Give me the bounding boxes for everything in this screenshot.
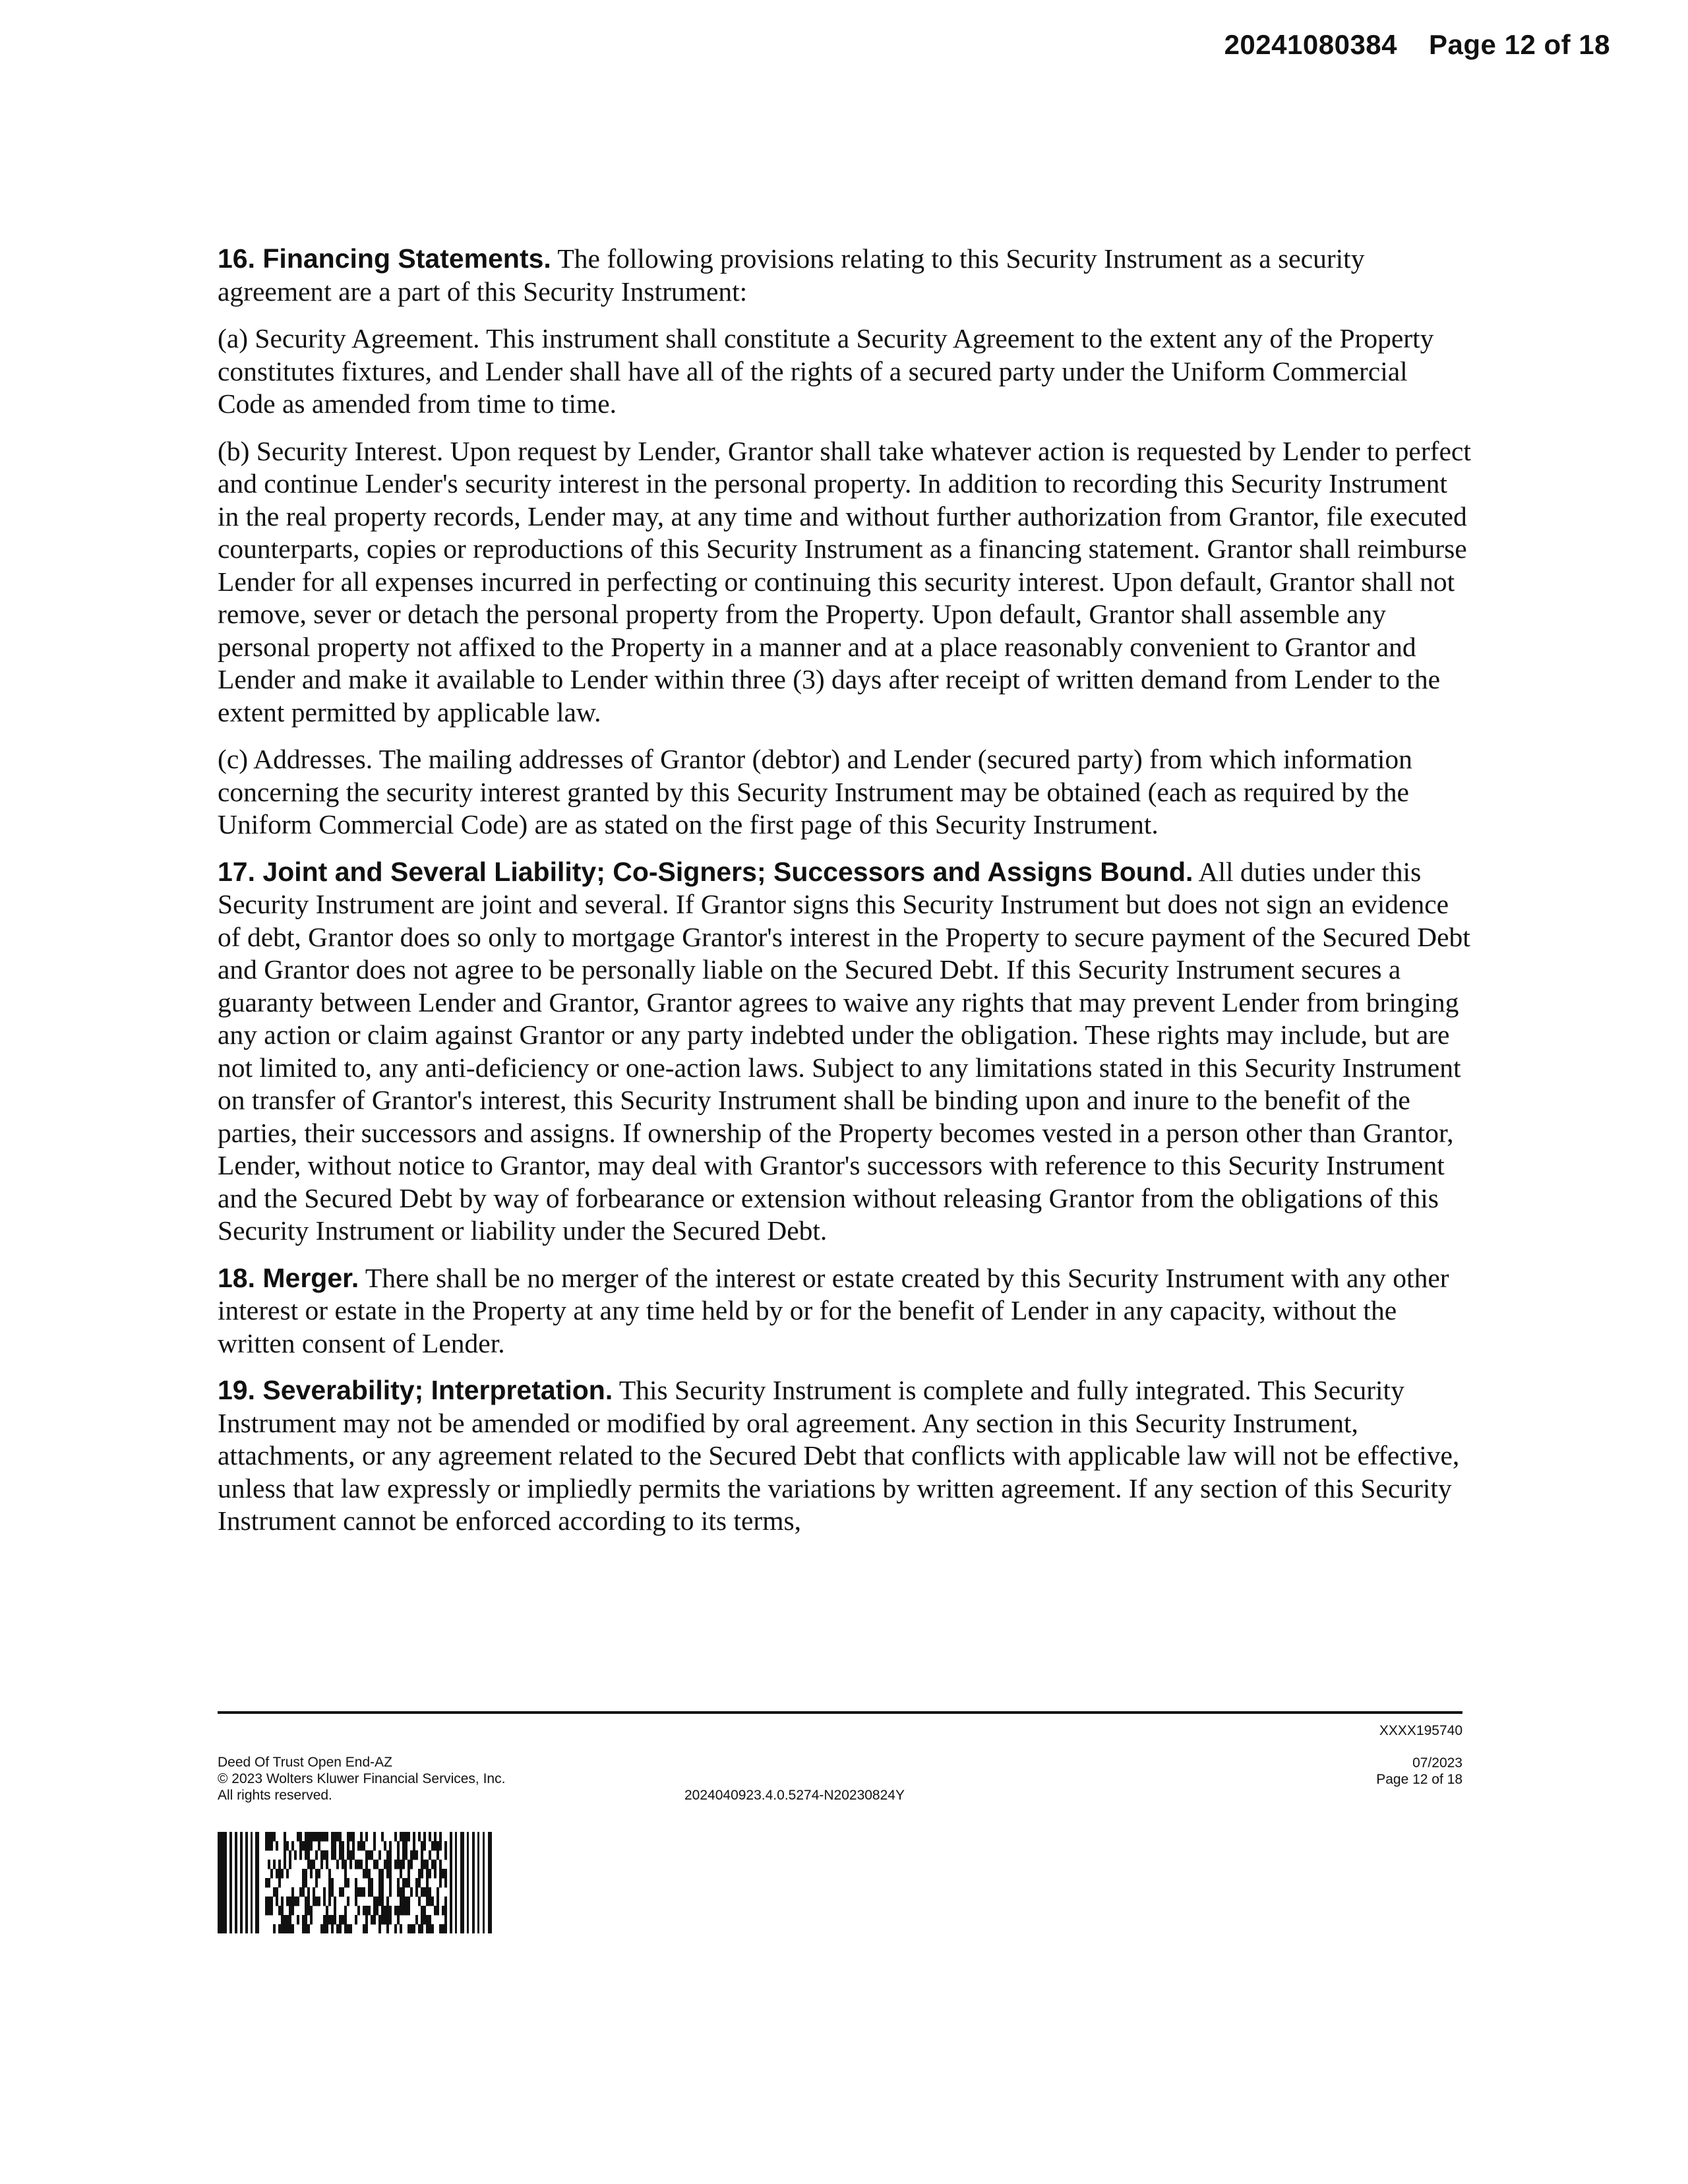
section-18 (218, 1262, 1472, 1360)
section-16b (218, 435, 1472, 729)
footer-version-code: 2024040923.4.0.5274-N20230824Y (684, 1788, 905, 1803)
header-page-label: Page 12 of 18 (1429, 29, 1610, 60)
footer-page-label: Page 12 of 18 (1376, 1772, 1462, 1787)
section-text: All duties under this Security Instrument are joint and several. If Grantor signs this Security Instrument but does not sign an evidence of debt, Grantor does so only to mortgage Grantor's interest in the Property to secure payment of the Secured Debt and Grantor does not agree to be personally liable on the Secured Debt. If this Security Instrument secures a guaranty between Lender and Grantor, Grantor agrees to waive any rights that may prevent Lender from bringing any action or claim against Grantor or any party indebted under the obligation. These rights may include, but are not limited to, any anti-deficiency or one-action laws. Subject to any limitations stated in this Security Instrument on transfer of Grantor's interest, this Security Instrument shall be binding upon and inure to the benefit of the parties, their successors and assigns. If ownership of the Property becomes vested in a person other than Grantor, Lender, without notice to Grantor, may deal with Grantor's successors with reference to this Security Instrument and the Secured Debt by way of forbearance or extension without releasing Grantor from the obligations of this Security Instrument or liability under the Secured Debt. (218, 856, 1470, 1246)
pdf417-barcode-icon (218, 1832, 495, 1933)
page-footer (218, 1722, 1462, 1808)
footer-form-id: XXXX195740 (1379, 1723, 1462, 1738)
section-heading: 18. Merger. (218, 1262, 359, 1293)
section-text: (c) Addresses. The mailing addresses of Grantor (debtor) and Lender (secured party) from which information concerning the security interest granted by this Security Instrument may be obtained (each as required by the Uniform Commercial Code) are as stated on the first page of this Security Instrument. (218, 744, 1412, 839)
section-heading: 16. Financing Statements. (218, 243, 551, 274)
footer-form-info (218, 1754, 505, 1804)
footer-form-name: Deed Of Trust Open End-AZ (218, 1755, 392, 1770)
section-heading: 17. Joint and Several Liability; Co-Signers; Successors and Assigns Bound. (218, 856, 1193, 887)
footer-divider (218, 1711, 1462, 1714)
section-19 (218, 1374, 1472, 1538)
section-heading: 19. Severability; Interpretation. (218, 1375, 613, 1405)
recording-number: 20241080384 (1224, 29, 1398, 60)
header-stamp (1224, 29, 1610, 61)
section-text: There shall be no merger of the interest or estate created by this Security Instrument with any other interest or estate in the Property at any time held by or for the benefit of Lender in any capacity, without the written consent of Lender. (218, 1262, 1449, 1358)
section-16a (218, 322, 1472, 421)
document-body (218, 243, 1472, 1552)
section-text: The following provisions relating to this Security Instrument as a security agreement are a part of this Security Instrument: (218, 243, 1365, 307)
footer-rights: All rights reserved. (218, 1788, 332, 1803)
footer-copyright: © 2023 Wolters Kluwer Financial Services, Inc. (218, 1771, 506, 1786)
section-16 (218, 243, 1472, 308)
section-text: (a) Security Agreement. This instrument shall constitute a Security Agreement to the extent any of the Property constitutes fixtures, and Lender shall have all of the rights of a secured party under the Uniform Commercial Code as amended from time to time. (218, 323, 1434, 419)
section-text: This Security Instrument is complete and fully integrated. This Security Instrument may not be amended or modified by oral agreement. Any section in this Security Instrument, attachments, or any agreement related to the Secured Debt that conflicts with applicable law will not be effective, unless that law expressly or impliedly permits the variations by written agreement. If any section of this Security Instrument cannot be enforced according to its terms, (218, 1375, 1460, 1536)
section-text: (b) Security Interest. Upon request by Lender, Grantor shall take whatever action is requested by Lender to perfect and continue Lender's security interest in the personal property. In addition to recording this Security Instrument in the real property records, Lender may, at any time and without further authorization from Grantor, file executed counterparts, copies or reproductions of this Security Instrument as a financing statement. Grantor shall reimburse Lender for all expenses incurred in perfecting or continuing this security interest. Upon default, Grantor shall not remove, sever or detach the personal property from the Property. Upon default, Grantor shall assemble any personal property not affixed to the Property in a manner and at a place reasonably convenient to Grantor and Lender and make it available to Lender within three (3) days after receipt of written demand from Lender to the extent permitted by applicable law. (218, 435, 1471, 727)
footer-form-date: 07/2023 (1412, 1755, 1462, 1771)
section-17 (218, 856, 1472, 1248)
footer-page-info (1376, 1722, 1462, 1788)
section-16c (218, 743, 1472, 841)
